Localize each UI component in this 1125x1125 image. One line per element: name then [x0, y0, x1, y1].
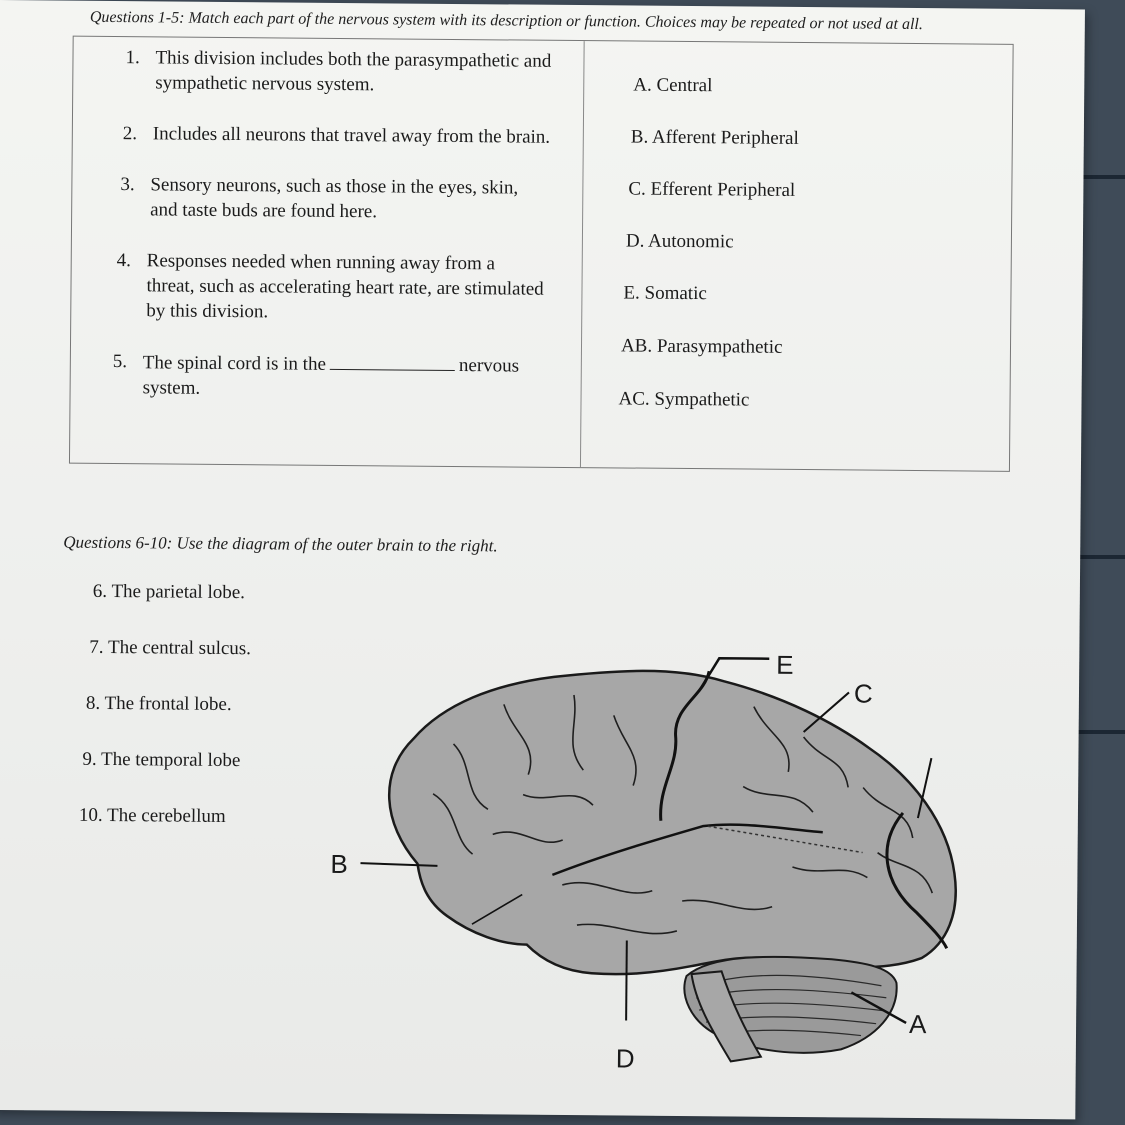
label-e: E: [776, 649, 794, 680]
question-7: 7. The central sulcus.: [89, 636, 252, 660]
choice-a: A. Central: [633, 74, 713, 97]
choice-b: B. Afferent Peripheral: [630, 126, 799, 149]
question-8: 8. The frontal lobe.: [85, 692, 232, 716]
choice-c: C. Efferent Peripheral: [628, 178, 796, 201]
answer-blank: [330, 351, 455, 371]
brain-diagram: [321, 633, 985, 1089]
label-a: A: [908, 1008, 927, 1040]
matching-table: 1. This division includes both the parasympathetic and sympathetic nervous system. 2. Includes all neurons that travel away from the brain. 3. Sensory neurons, such as those in the eyes, skin, and taste buds are found here. 4. Responses needed when running away from a threat, such as accelerating heart rate, are stimulated by this division. 5. The spinal cord is in the nervous system. A. Central B. Afferent Peripheral C. Efferent Peripheral D. Autonomic E. Somatic AB. Parasympathetic AC. Sympathetic: [69, 36, 1014, 472]
label-d: D: [615, 1043, 635, 1074]
table-divider: [580, 41, 585, 467]
question-6: 6. The parietal lobe.: [92, 580, 246, 604]
choice-ab: AB. Parasympathetic: [620, 335, 783, 358]
choice-d: D. Autonomic: [625, 230, 734, 253]
choice-ac: AC. Sympathetic: [618, 388, 750, 411]
pointer-d: [626, 941, 627, 1021]
section2-header: Questions 6-10: Use the diagram of the outer brain to the right.: [63, 532, 498, 556]
choice-e: E. Somatic: [623, 282, 707, 305]
label-c: C: [853, 678, 873, 709]
question-10: 10. The cerebellum: [78, 804, 226, 828]
section1-header: Questions 1-5: Match each part of the nervous system with its description or function. Choices may be repeated or not used at all.: [89, 8, 923, 34]
label-b: B: [330, 848, 348, 880]
cerebrum-shape: [388, 669, 958, 977]
question-9: 9. The temporal lobe: [82, 748, 241, 772]
